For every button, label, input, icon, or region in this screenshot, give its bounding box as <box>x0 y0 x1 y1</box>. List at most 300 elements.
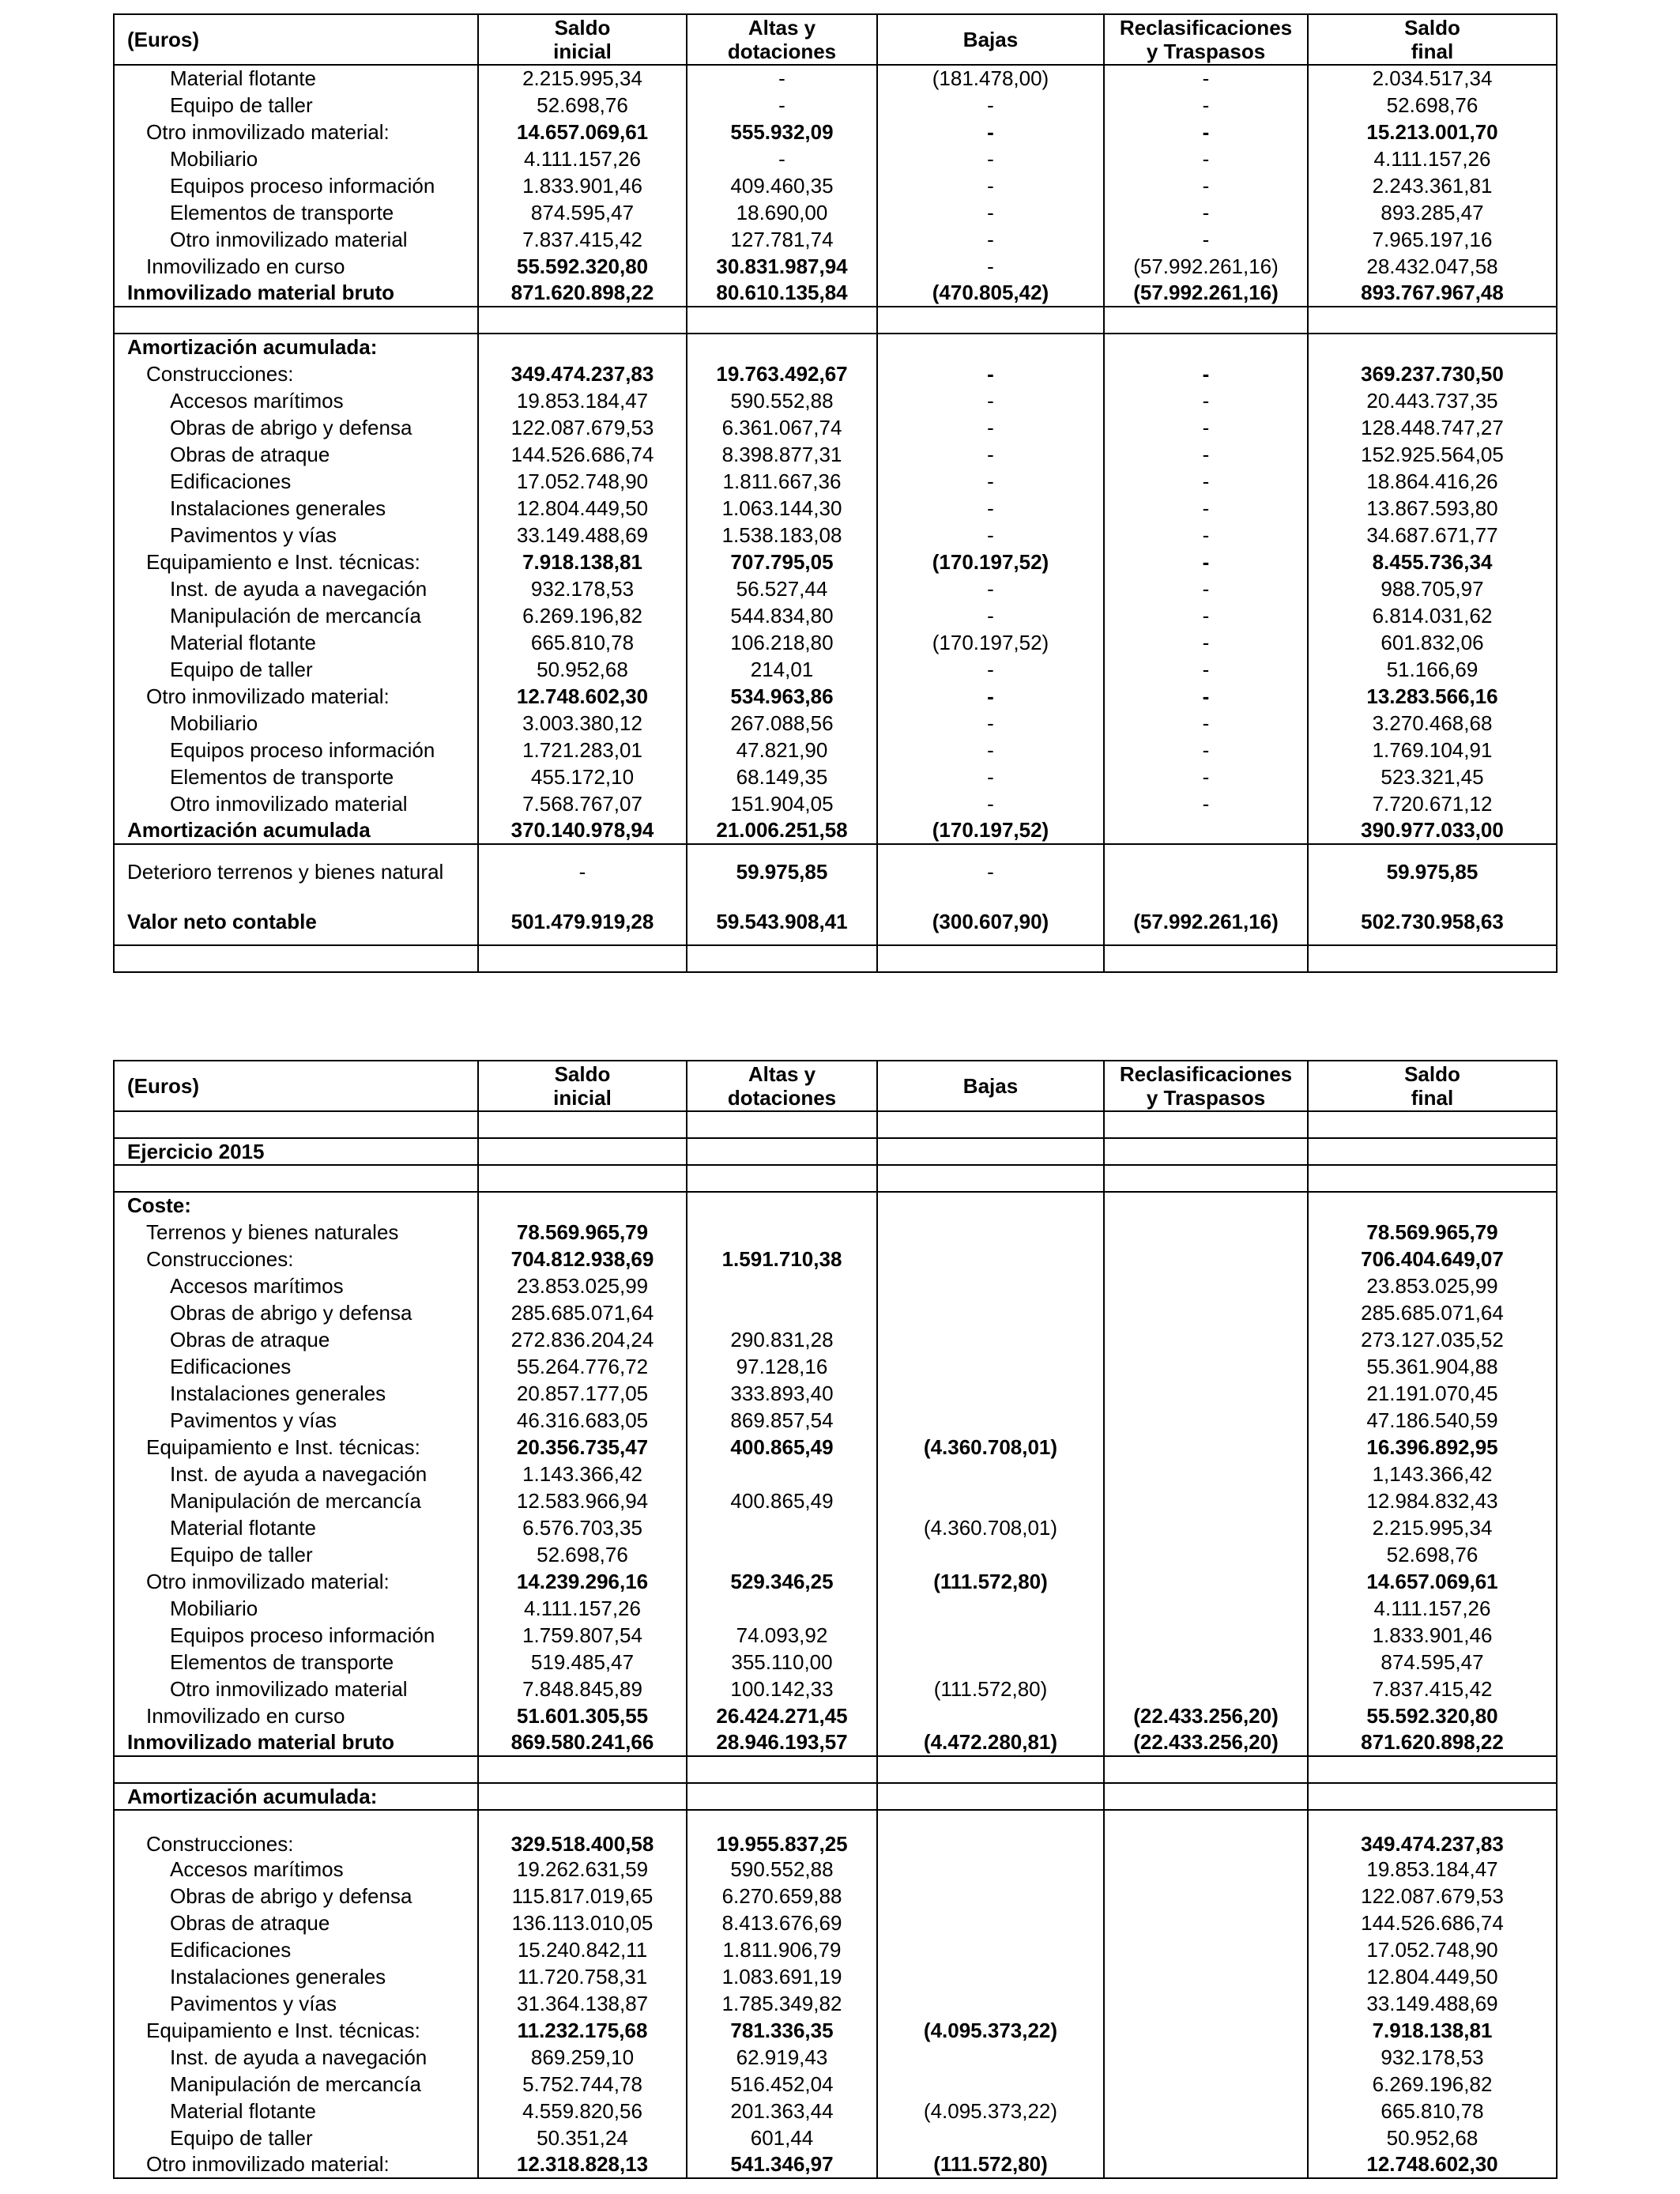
row-label: Accesos marítimos <box>114 1272 478 1299</box>
row-label: Amortización acumulada: <box>114 1783 478 1810</box>
cell-saldo-inicial: 33.149.488,69 <box>478 522 687 548</box>
cell-saldo-final: 706.404.649,07 <box>1308 1246 1557 1272</box>
cell-altas-dotaciones: 333.893,40 <box>687 1380 877 1407</box>
cell-saldo-inicial: 272.836.204,24 <box>478 1326 687 1353</box>
cell-bajas: - <box>877 656 1104 683</box>
cell-altas-dotaciones: 516.452,04 <box>687 2071 877 2098</box>
cell-bajas: (170.197,52) <box>877 817 1104 844</box>
cell-bajas <box>877 1192 1104 1219</box>
cell-saldo-inicial: 55.592.320,80 <box>478 253 687 280</box>
cell-reclasificaciones: - <box>1104 119 1308 145</box>
header-saldo-inicial: Saldo inicial <box>478 1061 687 1111</box>
cell-reclasificaciones <box>1104 1407 1308 1434</box>
cell-saldo-inicial: 144.526.686,74 <box>478 441 687 468</box>
cell-saldo-inicial: 11.232.175,68 <box>478 2017 687 2044</box>
header-saldo-inicial: Saldo inicial <box>478 14 687 65</box>
cell-saldo-inicial: 19.853.184,47 <box>478 387 687 414</box>
cell-saldo-inicial: 704.812.938,69 <box>478 1246 687 1272</box>
row-label: Construcciones: <box>114 1246 478 1272</box>
table-row <box>114 656 1557 683</box>
table-row <box>114 1165 1557 1192</box>
row-label: Inst. de ayuda a navegación <box>114 1461 478 1487</box>
table-body <box>114 65 1557 972</box>
cell-saldo-final: 932.178,53 <box>1308 2044 1557 2071</box>
table-row <box>114 1353 1557 1380</box>
cell-saldo-inicial: 6.269.196,82 <box>478 602 687 629</box>
cell-saldo-final: 13.867.593,80 <box>1308 495 1557 522</box>
table-row <box>114 441 1557 468</box>
cell-reclasificaciones <box>1104 1434 1308 1461</box>
row-label: Obras de atraque <box>114 441 478 468</box>
cell-reclasificaciones: - <box>1104 656 1308 683</box>
table-row <box>114 1936 1557 1963</box>
row-label: Pavimentos y vías <box>114 522 478 548</box>
cell-saldo-final: 122.087.679,53 <box>1308 1883 1557 1909</box>
cell-reclasificaciones: - <box>1104 145 1308 172</box>
cell-altas-dotaciones: - <box>687 145 877 172</box>
cell-reclasificaciones <box>1104 1138 1308 1165</box>
cell-altas-dotaciones: 590.552,88 <box>687 1856 877 1883</box>
cell-altas-dotaciones: 601,44 <box>687 2124 877 2151</box>
cell-altas-dotaciones <box>687 1783 877 1810</box>
table-row <box>114 253 1557 280</box>
cell-saldo-final: 665.810,78 <box>1308 2098 1557 2124</box>
cell-saldo-inicial: 19.262.631,59 <box>478 1856 687 1883</box>
cell-saldo-final: 2.243.361,81 <box>1308 172 1557 199</box>
cell-saldo-inicial <box>478 1111 687 1138</box>
table-row <box>114 1990 1557 2017</box>
table-row <box>114 2098 1557 2124</box>
cell-altas-dotaciones: 529.346,25 <box>687 1568 877 1595</box>
cell-reclasificaciones: - <box>1104 575 1308 602</box>
row-label: Material flotante <box>114 2098 478 2124</box>
row-label <box>114 945 478 972</box>
cell-saldo-inicial: 1.721.283,01 <box>478 737 687 763</box>
cell-reclasificaciones <box>1104 844 1308 899</box>
row-label: Equipamiento e Inst. técnicas: <box>114 548 478 575</box>
cell-altas-dotaciones: 201.363,44 <box>687 2098 877 2124</box>
row-label: Material flotante <box>114 1514 478 1541</box>
cell-saldo-final <box>1308 307 1557 334</box>
table-row <box>114 522 1557 548</box>
cell-saldo-final: 52.698,76 <box>1308 92 1557 119</box>
table-row <box>114 387 1557 414</box>
cell-reclasificaciones: - <box>1104 360 1308 387</box>
table-row <box>114 2044 1557 2071</box>
cell-altas-dotaciones: 26.424.271,45 <box>687 1702 877 1729</box>
table-row <box>114 172 1557 199</box>
cell-reclasificaciones: - <box>1104 737 1308 763</box>
cell-reclasificaciones <box>1104 1990 1308 2017</box>
cell-saldo-inicial: 5.752.744,78 <box>478 2071 687 2098</box>
cell-reclasificaciones <box>1104 2017 1308 2044</box>
cell-altas-dotaciones: 590.552,88 <box>687 387 877 414</box>
table-row <box>114 1541 1557 1568</box>
row-label: Equipos proceso información <box>114 172 478 199</box>
cell-saldo-final: 1.769.104,91 <box>1308 737 1557 763</box>
cell-bajas <box>877 1649 1104 1676</box>
cell-bajas: - <box>877 226 1104 253</box>
row-label: Material flotante <box>114 65 478 92</box>
row-label: Edificaciones <box>114 1353 478 1380</box>
row-label: Equipo de taller <box>114 92 478 119</box>
cell-reclasificaciones: (22.433.256,20) <box>1104 1729 1308 1756</box>
cell-altas-dotaciones: 214,01 <box>687 656 877 683</box>
cell-bajas <box>877 2124 1104 2151</box>
cell-saldo-inicial: 1.833.901,46 <box>478 172 687 199</box>
table-row <box>114 1111 1557 1138</box>
cell-saldo-final: 4.111.157,26 <box>1308 145 1557 172</box>
row-label <box>114 307 478 334</box>
header-units: (Euros) <box>114 1061 478 1111</box>
table-row <box>114 629 1557 656</box>
table-row <box>114 1756 1557 1783</box>
cell-bajas <box>877 945 1104 972</box>
table-row <box>114 1272 1557 1299</box>
cell-reclasificaciones <box>1104 307 1308 334</box>
cell-reclasificaciones <box>1104 1326 1308 1353</box>
row-label: Instalaciones generales <box>114 1963 478 1990</box>
table-row <box>114 1856 1557 1883</box>
table-row <box>114 1434 1557 1461</box>
cell-saldo-final: 20.443.737,35 <box>1308 387 1557 414</box>
cell-bajas: - <box>877 414 1104 441</box>
cell-altas-dotaciones: 28.946.193,57 <box>687 1729 877 1756</box>
cell-altas-dotaciones: 56.527,44 <box>687 575 877 602</box>
cell-bajas <box>877 1138 1104 1165</box>
cell-altas-dotaciones: 1.083.691,19 <box>687 1963 877 1990</box>
cell-saldo-final: 7.918.138,81 <box>1308 2017 1557 2044</box>
cell-reclasificaciones <box>1104 1883 1308 1909</box>
cell-altas-dotaciones <box>687 1461 877 1487</box>
cell-saldo-inicial: 7.837.415,42 <box>478 226 687 253</box>
table-row <box>114 1138 1557 1165</box>
cell-saldo-final <box>1308 1111 1557 1138</box>
cell-altas-dotaciones: 21.006.251,58 <box>687 817 877 844</box>
cell-bajas: (4.360.708,01) <box>877 1434 1104 1461</box>
header-units: (Euros) <box>114 14 478 65</box>
cell-altas-dotaciones: 151.904,05 <box>687 790 877 817</box>
header-altas-dotaciones: Altas y dotaciones <box>687 1061 877 1111</box>
cell-bajas <box>877 2044 1104 2071</box>
table-row <box>114 1568 1557 1595</box>
cell-saldo-inicial: 115.817.019,65 <box>478 1883 687 1909</box>
row-label: Terrenos y bienes naturales <box>114 1219 478 1246</box>
cell-saldo-final: 33.149.488,69 <box>1308 1990 1557 2017</box>
cell-bajas: - <box>877 468 1104 495</box>
table-row <box>114 1461 1557 1487</box>
cell-saldo-inicial: 3.003.380,12 <box>478 710 687 737</box>
cell-altas-dotaciones <box>687 1219 877 1246</box>
row-label: Obras de abrigo y defensa <box>114 1883 478 1909</box>
cell-altas-dotaciones <box>687 945 877 972</box>
cell-saldo-inicial: 46.316.683,05 <box>478 1407 687 1434</box>
cell-saldo-final: 285.685.071,64 <box>1308 1299 1557 1326</box>
cell-reclasificaciones <box>1104 1380 1308 1407</box>
cell-saldo-inicial: 869.580.241,66 <box>478 1729 687 1756</box>
cell-altas-dotaciones: 1.063.144,30 <box>687 495 877 522</box>
cell-saldo-inicial: - <box>478 844 687 899</box>
cell-bajas <box>877 1990 1104 2017</box>
cell-saldo-inicial: 6.576.703,35 <box>478 1514 687 1541</box>
cell-saldo-final: 6.814.031,62 <box>1308 602 1557 629</box>
cell-saldo-inicial <box>478 334 687 360</box>
cell-altas-dotaciones <box>687 1272 877 1299</box>
cell-saldo-inicial: 52.698,76 <box>478 92 687 119</box>
cell-saldo-inicial: 285.685.071,64 <box>478 1299 687 1326</box>
cell-reclasificaciones <box>1104 2124 1308 2151</box>
cell-saldo-inicial <box>478 945 687 972</box>
cell-saldo-inicial: 17.052.748,90 <box>478 468 687 495</box>
cell-reclasificaciones: (22.433.256,20) <box>1104 1702 1308 1729</box>
cell-saldo-inicial: 2.215.995,34 <box>478 65 687 92</box>
cell-saldo-final <box>1308 945 1557 972</box>
cell-saldo-final: 874.595,47 <box>1308 1649 1557 1676</box>
table-row <box>114 1514 1557 1541</box>
cell-bajas: (111.572,80) <box>877 2151 1104 2178</box>
row-label: Mobiliario <box>114 710 478 737</box>
cell-reclasificaciones <box>1104 945 1308 972</box>
cell-saldo-inicial: 1.759.807,54 <box>478 1622 687 1649</box>
table-row <box>114 1676 1557 1702</box>
cell-reclasificaciones: - <box>1104 548 1308 575</box>
cell-saldo-inicial <box>478 307 687 334</box>
cell-altas-dotaciones: - <box>687 65 877 92</box>
cell-reclasificaciones <box>1104 1856 1308 1883</box>
cell-reclasificaciones: - <box>1104 602 1308 629</box>
table-row <box>114 548 1557 575</box>
cell-reclasificaciones <box>1104 1192 1308 1219</box>
cell-saldo-inicial: 7.918.138,81 <box>478 548 687 575</box>
cell-altas-dotaciones <box>687 1541 877 1568</box>
row-label: Elementos de transporte <box>114 1649 478 1676</box>
cell-bajas: (4.360.708,01) <box>877 1514 1104 1541</box>
cell-altas-dotaciones: 1.811.667,36 <box>687 468 877 495</box>
cell-bajas: - <box>877 253 1104 280</box>
row-label: Otro inmovilizado material: <box>114 119 478 145</box>
table-row <box>114 119 1557 145</box>
movements-table-current <box>113 13 1558 973</box>
cell-saldo-final: 6.269.196,82 <box>1308 2071 1557 2098</box>
cell-saldo-final: 893.285,47 <box>1308 199 1557 226</box>
cell-reclasificaciones <box>1104 2044 1308 2071</box>
row-label: Inmovilizado en curso <box>114 253 478 280</box>
cell-altas-dotaciones: 355.110,00 <box>687 1649 877 1676</box>
row-label: Manipulación de mercancía <box>114 1487 478 1514</box>
cell-saldo-final: 13.283.566,16 <box>1308 683 1557 710</box>
cell-saldo-final: 52.698,76 <box>1308 1541 1557 1568</box>
row-label: Otro inmovilizado material <box>114 1676 478 1702</box>
table-row <box>114 2124 1557 2151</box>
cell-saldo-inicial: 136.113.010,05 <box>478 1909 687 1936</box>
row-label: Otro inmovilizado material: <box>114 683 478 710</box>
cell-bajas: - <box>877 172 1104 199</box>
cell-reclasificaciones <box>1104 2098 1308 2124</box>
row-label: Inmovilizado material bruto <box>114 280 478 307</box>
cell-saldo-final: 16.396.892,95 <box>1308 1434 1557 1461</box>
cell-bajas <box>877 1756 1104 1783</box>
cell-bajas: (170.197,52) <box>877 548 1104 575</box>
table-row <box>114 844 1557 899</box>
cell-saldo-final <box>1308 1165 1557 1192</box>
cell-reclasificaciones: - <box>1104 763 1308 790</box>
table-row <box>114 1909 1557 1936</box>
cell-saldo-final: 128.448.747,27 <box>1308 414 1557 441</box>
row-label: Equipo de taller <box>114 2124 478 2151</box>
cell-saldo-final <box>1308 1756 1557 1783</box>
cell-bajas: (4.472.280,81) <box>877 1729 1104 1756</box>
cell-bajas: - <box>877 575 1104 602</box>
cell-saldo-final: 28.432.047,58 <box>1308 253 1557 280</box>
row-label: Pavimentos y vías <box>114 1990 478 2017</box>
cell-saldo-final: 55.592.320,80 <box>1308 1702 1557 1729</box>
cell-saldo-inicial: 869.259,10 <box>478 2044 687 2071</box>
cell-saldo-final: 349.474.237,83 <box>1308 1810 1557 1856</box>
cell-saldo-inicial: 50.351,24 <box>478 2124 687 2151</box>
cell-reclasificaciones <box>1104 1299 1308 1326</box>
cell-bajas: - <box>877 790 1104 817</box>
table-row <box>114 1649 1557 1676</box>
cell-bajas: - <box>877 522 1104 548</box>
cell-reclasificaciones <box>1104 1568 1308 1595</box>
table-row <box>114 1407 1557 1434</box>
cell-bajas <box>877 1353 1104 1380</box>
cell-bajas <box>877 1856 1104 1883</box>
cell-saldo-inicial: 665.810,78 <box>478 629 687 656</box>
row-label: Edificaciones <box>114 1936 478 1963</box>
cell-altas-dotaciones: 541.346,97 <box>687 2151 877 2178</box>
cell-reclasificaciones: - <box>1104 414 1308 441</box>
table-row <box>114 2017 1557 2044</box>
table-row <box>114 683 1557 710</box>
cell-altas-dotaciones: 869.857,54 <box>687 1407 877 1434</box>
cell-saldo-final: 601.832,06 <box>1308 629 1557 656</box>
row-label: Equipamiento e Inst. técnicas: <box>114 1434 478 1461</box>
table-row <box>114 1299 1557 1326</box>
cell-saldo-inicial: 349.474.237,83 <box>478 360 687 387</box>
cell-altas-dotaciones <box>687 1756 877 1783</box>
cell-saldo-inicial: 519.485,47 <box>478 1649 687 1676</box>
cell-bajas <box>877 1246 1104 1272</box>
cell-altas-dotaciones: 409.460,35 <box>687 172 877 199</box>
cell-saldo-final: 144.526.686,74 <box>1308 1909 1557 1936</box>
cell-reclasificaciones <box>1104 1963 1308 1990</box>
cell-bajas <box>877 1622 1104 1649</box>
cell-reclasificaciones: - <box>1104 226 1308 253</box>
cell-reclasificaciones: - <box>1104 441 1308 468</box>
table-header-row <box>114 14 1557 65</box>
cell-bajas <box>877 1909 1104 1936</box>
cell-saldo-inicial: 12.318.828,13 <box>478 2151 687 2178</box>
header-reclasificaciones: Reclasificaciones y Traspasos <box>1104 1061 1308 1111</box>
cell-saldo-inicial: 12.583.966,94 <box>478 1487 687 1514</box>
cell-reclasificaciones: - <box>1104 710 1308 737</box>
table-row <box>114 1380 1557 1407</box>
cell-reclasificaciones: - <box>1104 387 1308 414</box>
cell-saldo-inicial: 370.140.978,94 <box>478 817 687 844</box>
header-reclasificaciones: Reclasificaciones y Traspasos <box>1104 14 1308 65</box>
cell-bajas: - <box>877 92 1104 119</box>
cell-saldo-final: 523.321,45 <box>1308 763 1557 790</box>
cell-saldo-final: 17.052.748,90 <box>1308 1936 1557 1963</box>
cell-altas-dotaciones: 8.398.877,31 <box>687 441 877 468</box>
cell-altas-dotaciones <box>687 1192 877 1219</box>
cell-reclasificaciones <box>1104 1676 1308 1702</box>
cell-altas-dotaciones: 106.218,80 <box>687 629 877 656</box>
row-label: Elementos de transporte <box>114 199 478 226</box>
table-header-row <box>114 1061 1557 1111</box>
cell-saldo-final: 21.191.070,45 <box>1308 1380 1557 1407</box>
cell-saldo-final: 2.034.517,34 <box>1308 65 1557 92</box>
table-row <box>114 1702 1557 1729</box>
table-row <box>114 2071 1557 2098</box>
cell-saldo-final: 12.984.832,43 <box>1308 1487 1557 1514</box>
cell-bajas <box>877 1380 1104 1407</box>
cell-bajas: (470.805,42) <box>877 280 1104 307</box>
cell-saldo-inicial: 14.657.069,61 <box>478 119 687 145</box>
cell-saldo-inicial: 11.720.758,31 <box>478 1963 687 1990</box>
cell-reclasificaciones: (57.992.261,16) <box>1104 280 1308 307</box>
cell-saldo-inicial <box>478 1165 687 1192</box>
cell-saldo-inicial: 4.559.820,56 <box>478 2098 687 2124</box>
row-label: Construcciones: <box>114 360 478 387</box>
cell-reclasificaciones: - <box>1104 172 1308 199</box>
cell-altas-dotaciones: 781.336,35 <box>687 2017 877 2044</box>
row-label: Otro inmovilizado material <box>114 790 478 817</box>
cell-saldo-inicial <box>478 1756 687 1783</box>
cell-bajas <box>877 1487 1104 1514</box>
cell-saldo-inicial: 329.518.400,58 <box>478 1810 687 1856</box>
row-label: Inmovilizado en curso <box>114 1702 478 1729</box>
cell-saldo-inicial: 122.087.679,53 <box>478 414 687 441</box>
table-row <box>114 710 1557 737</box>
cell-bajas: - <box>877 199 1104 226</box>
cell-saldo-inicial <box>478 1783 687 1810</box>
table-row <box>114 334 1557 360</box>
cell-bajas: (111.572,80) <box>877 1568 1104 1595</box>
cell-bajas <box>877 1810 1104 1856</box>
table-row <box>114 899 1557 945</box>
table-row <box>114 2151 1557 2178</box>
cell-saldo-final: 12.804.449,50 <box>1308 1963 1557 1990</box>
cell-reclasificaciones: - <box>1104 683 1308 710</box>
cell-saldo-final: 152.925.564,05 <box>1308 441 1557 468</box>
cell-altas-dotaciones: 290.831,28 <box>687 1326 877 1353</box>
cell-bajas: (4.095.373,22) <box>877 2017 1104 2044</box>
cell-altas-dotaciones <box>687 334 877 360</box>
cell-bajas <box>877 1111 1104 1138</box>
cell-bajas <box>877 1219 1104 1246</box>
table-row <box>114 1192 1557 1219</box>
table-row <box>114 1883 1557 1909</box>
row-label: Pavimentos y vías <box>114 1407 478 1434</box>
table-row <box>114 790 1557 817</box>
cell-bajas <box>877 1165 1104 1192</box>
cell-saldo-final <box>1308 1138 1557 1165</box>
cell-reclasificaciones: - <box>1104 495 1308 522</box>
cell-altas-dotaciones <box>687 1514 877 1541</box>
cell-saldo-inicial: 1.143.366,42 <box>478 1461 687 1487</box>
cell-saldo-final: 273.127.035,52 <box>1308 1326 1557 1353</box>
cell-altas-dotaciones: 1.538.183,08 <box>687 522 877 548</box>
cell-saldo-inicial: 871.620.898,22 <box>478 280 687 307</box>
cell-saldo-final: 7.837.415,42 <box>1308 1676 1557 1702</box>
cell-reclasificaciones: - <box>1104 92 1308 119</box>
cell-reclasificaciones <box>1104 1783 1308 1810</box>
cell-altas-dotaciones: 267.088,56 <box>687 710 877 737</box>
cell-altas-dotaciones: 8.413.676,69 <box>687 1909 877 1936</box>
row-label: Equipamiento e Inst. técnicas: <box>114 2017 478 2044</box>
